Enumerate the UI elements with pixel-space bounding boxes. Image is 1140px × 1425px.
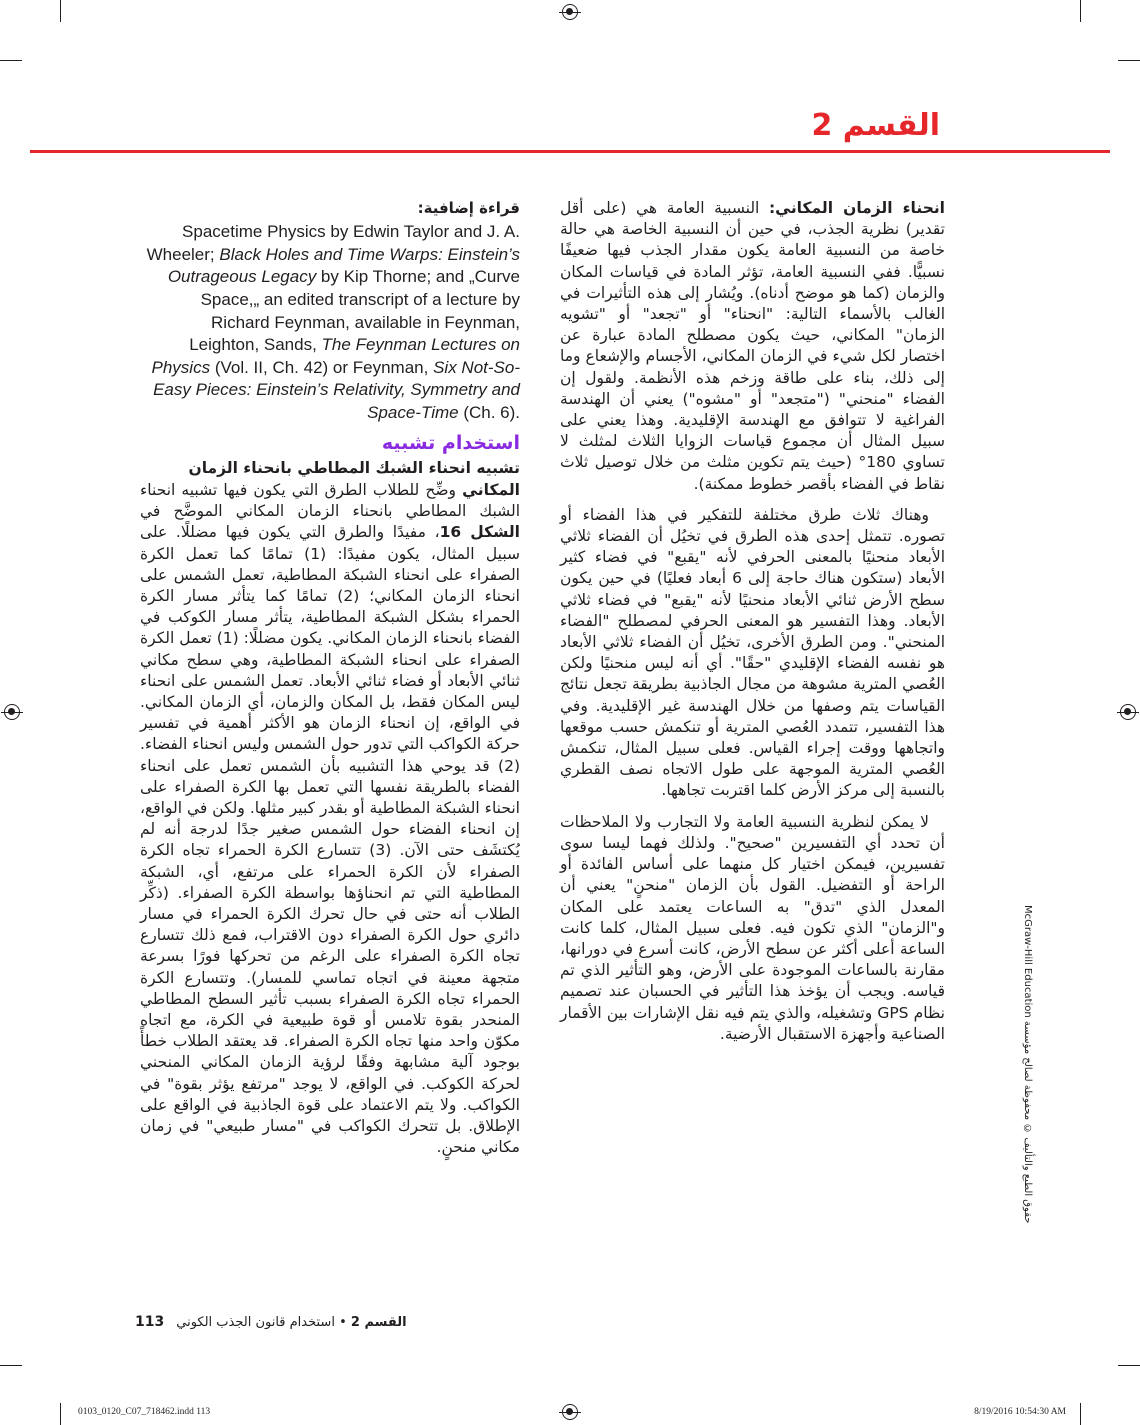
reference-text: (Ch. 6). <box>458 402 520 422</box>
crop-mark <box>1080 1403 1081 1425</box>
analogy-subheading: تشبيه انحناء الشبك المطاطي بانحناء الزمان <box>188 458 520 477</box>
figure-reference: الشكل 16 <box>439 523 520 542</box>
analogy-paragraph <box>140 480 520 1159</box>
paragraph-gps: لا يمكن لنظرية النسبية العامة ولا التجارب ولا الملاحظات أن تحدد أي التفسيرين "صحيح". ولذلك فهما ليسا سوى تفسيرين، فيمكن اختيار كل منهما على أساس الفائدة أو الراحة أو التفضيل. القول بأن الزمان "منحنٍ" يعني أن المعدل الذي "تدق" به الساعات يعتمد على المكان و"الزمان" الذي تكون فيه. فعلى سبيل المثال، كلما كانت الساعة أعلى أكثر عن سطح الأرض، كانت أسرع في دورانها، مقارنة بالساعات الموجودة على الأرض، وهو التأثير الذي تم قياسه. ويجب أن يؤخذ هذا التأثير في الحسبان عند تصميم نظام GPS وتشغيله، والذي يتم فيه نقل الإشارات بين الأقمار الصناعية وأجهزة الاستقبال الأرضية. <box>560 812 945 1043</box>
reference-text: by Kip Thorne; and „Curve Space,„ an edited transcript of a lecture by Richard Feynman, available in Feynman, Leighton, Sands, <box>189 267 520 355</box>
crop-mark <box>0 60 22 61</box>
left-column <box>140 198 520 1168</box>
slug-filename: 0103_0120_C07_718462.indd 113 <box>78 1407 211 1417</box>
right-column <box>560 198 945 1055</box>
analogy-text: وضِّح للطلاب الطرق التي يكون فيها تشبيه انحناء الشبك المطاطي بانحناء الزمان المكاني الموضَّح في <box>140 480 520 521</box>
footer-section-label: القسم 2 <box>350 1315 407 1330</box>
page-footer <box>135 1314 407 1330</box>
reference-text: Spacetime Physics by Edwin Taylor and J. A. Wheeler; <box>146 222 520 264</box>
analogy-heading: استخدام تشبيه <box>381 431 520 454</box>
crop-mark <box>60 1403 61 1425</box>
registration-mark-icon <box>1120 704 1136 720</box>
analogy-lead: المكاني <box>462 480 520 499</box>
footer-title: استخدام قانون الجذب الكوني <box>176 1315 335 1330</box>
reference-text: (Vol. II, Ch. 42) or Feynman, <box>210 357 434 377</box>
registration-mark-icon <box>562 1404 578 1420</box>
registration-mark-icon <box>4 704 20 720</box>
paragraph-lead: انحناء الزمان المكاني: <box>768 199 945 217</box>
reference-title: Six Not-So-Easy Pieces: Einstein’s Relativity, Symmetry and Space-Time <box>153 357 520 422</box>
crop-mark <box>1118 1365 1140 1366</box>
footer-section <box>176 1315 406 1330</box>
header-rule <box>30 150 1110 153</box>
reference-title: The Feynman Lectures on Physics <box>151 335 520 377</box>
crop-mark <box>0 1365 22 1366</box>
further-reading-heading: قراءة إضافية: <box>417 199 520 217</box>
further-reading-references <box>140 221 520 424</box>
analogy-text: ، مفيدًا والطرق التي يكون فيها مضللًا. على سبيل المثال، يكون مفيدًا: (1) تمامًا كما تعمل الكرة الصفراء على انحناء الشبكة المطاطية، تعمل الشمس على انحناء الزمان المكاني؛ (2) تمامًا كما يتأثر مسار الكرة الحمراء بشكل الشبكة المطاطية، يتأثر مسار الكوكب في الفضاء بانحناء الزمان المكاني. يكون مضللًا: (1) تعمل الكرة الصفراء على انحناء الشبكة المطاطية، وهي سطح مكاني ثنائي الأبعاد أو فضاء ثنائي الأبعاد. تعمل الشمس على انحناء ليس المكان فقط، بل المكان والزمان، أي الزمان المكاني. في الواقع، إن انحناء الزمان هو الأكثر أهمية في تفسير حركة الكواكب التي تدور حول الشمس وليس انحناء الفضاء. (2) قد يوحي هذا التشبيه بأن الشمس تعمل على انحناء الفضاء بالطريقة نفسها التي تعمل بها الكرة الصفراء على انحناء الشبكة المطاطية أو بقدر كبير مثلها. ولكن في الواقع، إن انحناء الفضاء حول الشمس صغير جدًا لدرجة أنه لم يُكتشَف حتى الآن. (3) تتسارع الكرة الحمراء تجاه الكرة الصفراء لأن الكرة الحمراء على مرتفع، أي، الشبكة المطاطية التي تم انحناؤها بواسطة الكرة الصفراء. (ذكِّر الطلاب أنه حتى في حال تحرك الكرة الحمراء في مسار دائري حول الكرة الصفراء دون الاقتراب، فمع ذلك تتسارع تجاه الكرة الصفراء على الرغم من تحركها فورًا بسرعة متجهة معينة في اتجاه تماسي للمسار). وتتسارع الكرة الحمراء تجاه الكرة الصفراء بسبب تأثير السطح المطاطي المنحدر بقوة تلامس أو قوة طبيعية في الكرة، مع اتجاه مكوّن واحد منها تجاه الكرة الصفراء. قد يعتقد الطلاب خطأً بوجود آلية مشابهة وفقًا لرؤية الزمان المكاني المنحني لحركة الكوكب. في الواقع، لا يوجد "مرتفع يؤثر بقوة" في الكواكب. ولا يتم الاعتماد على قوة الجاذبية في الواقع على الإطلاق. بل تتحرك الكواكب في "مسار طبيعي" في زمان مكاني منحنٍ. <box>140 523 521 1157</box>
bullet-icon: • <box>339 1315 347 1330</box>
crop-mark <box>1118 60 1140 61</box>
paragraph-text: النسبية العامة هي (على أقل تقدير) نظرية الجذب، في حين أن النسبية الخاصة هي حالة خاصة من النسبية العامة يكون مقدار الجذب فيها ضعيفًا نسبيًّا. ففي النسبية العامة، تؤثر المادة في قياسات المكان والزمان (كما هو موضح أدناه). ويُشار إلى هذه التأثيرات في الغالب بالأسماء التالية: "انحناء" أو "تجعد" أو "تشويه الزمان" المكاني، حيث يكون مصطلح المادة عبارة عن اختصار لكل شيء في الزمان المكاني، الأجسام والإشعاع وما إلى ذلك، بناء على طاقة وزخم هذه الأنظمة. ولقول إن الفضاء "منحني" ("متجعد" أو "مشوه") يعني أن الهندسة الفراغية لا تتوافق مع الهندسة الإقليدية. وهذا يعني على سبيل المثال أن مجموع قياسات الزوايا الثلاث لمثلث لا تساوي 180° (حيث يتم تكوين مثلث من خلال توصيل ثلاث نقاط في الفضاء بأقصر خطوط ممكنة). <box>560 199 945 493</box>
paragraph-spacetime-curvature <box>560 198 945 495</box>
copyright-sidenote: حقوق الطبع والتأليف © محفوظة لصالح مؤسسة McGraw-Hill Education <box>1022 905 1033 1224</box>
page-number: 113 <box>135 1314 165 1330</box>
slug-timestamp: 8/19/2016 10:54:30 AM <box>974 1407 1066 1417</box>
crop-mark <box>60 0 61 22</box>
registration-mark-icon <box>562 4 578 20</box>
reference-title: Black Holes and Time Warps: Einstein’s Outrageous Legacy <box>167 244 520 287</box>
chapter-title: القسم 2 <box>811 108 940 143</box>
crop-mark <box>1080 0 1081 22</box>
paragraph-interpretations: وهناك ثلاث طرق مختلفة للتفكير في هذا الفضاء أو تصوره. تتمثل إحدى هذه الطرق في تخيُل أن الفضاء ثلاثي الأبعاد منحنيًا بالمعنى الحرفي لأنه "يقبع" في فضاء كثير الأبعاد (ستكون هناك حاجة إلى 6 أبعاد فعليًا) في حين يكون سطح الأرض ثنائي الأبعاد منحنيًا لأنه "يقبع" في فضاء ثلاثي الأبعاد. وهذا التفسير هو المعنى الحرفي لمصطلح "الفضاء المنحني". ومن الطرق الأخرى، تخيُل أن الفضاء ثلاثي الأبعاد هو نفسه الفضاء الإقليدي "حقًا". أي أنه ليس منحنيًا ولكن العُصي المترية مشوهة من مجال الجاذبية بطريقة تجعل نتائج القياسات يتم وصفها من خلال الهندسة غير الإقليدية. وفي هذا التفسير، تتمدد العُصي المترية أو تنكمش حسب موقعها واتجاهها ووقت إجراء القياس. فعلى سبيل المثال، تنكمش العُصي المترية الموجهة على طول الاتجاه نصف القطري بالنسبة إلى مركز الأرض كلما اقتربت تجاهها. <box>560 505 945 800</box>
